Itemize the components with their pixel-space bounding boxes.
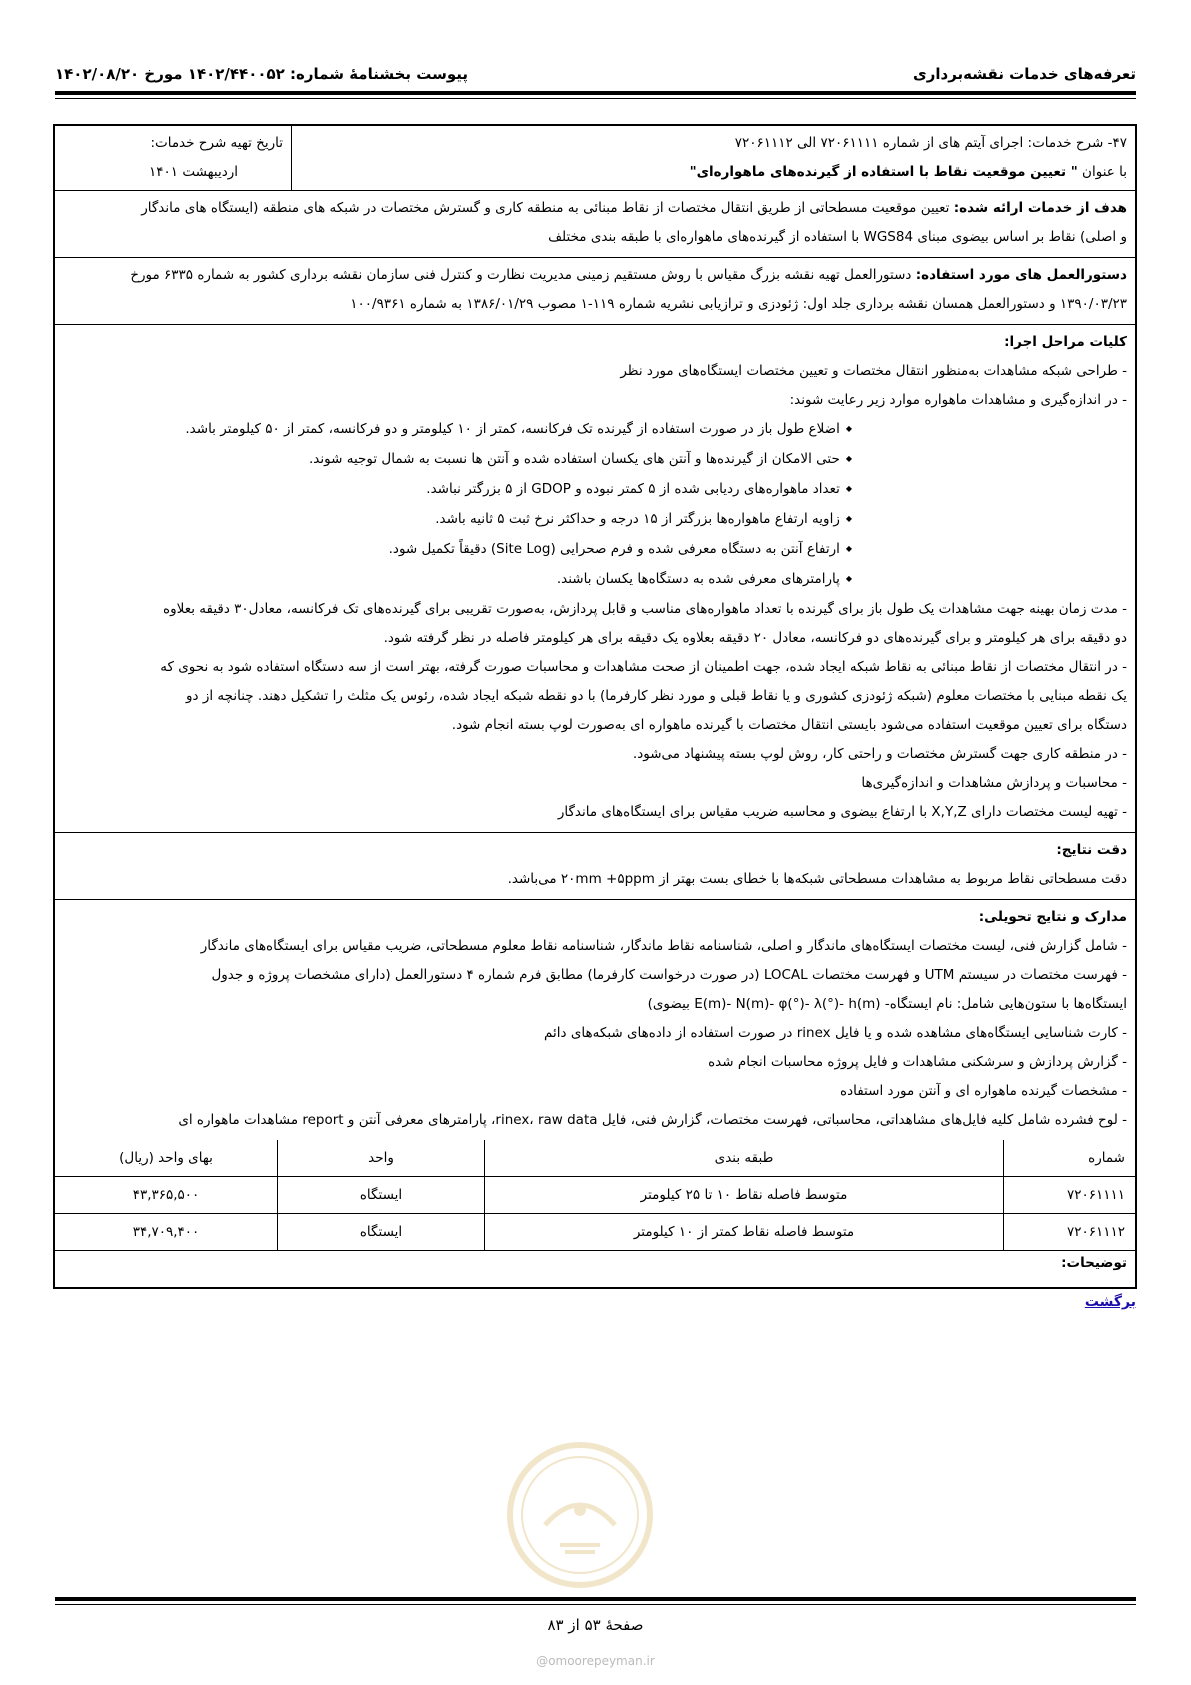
steps-bullet: ◆ ارتفاع آنتن به دستگاه معرفی شده و فرم صحرایی (Site Log) دقیقاً تکمیل شود. <box>63 535 1127 565</box>
row-unit: ایستگاه <box>278 1177 485 1214</box>
guidelines-text-2: ۱۳۹۰/۰۳/۲۳ و دستورالعمل همسان نقشه برداری جلد اول: ژئودزی و ترازیابی نشریه شماره ۱۱۹-۱ مصوب ۱۳۸۶/۰۱/۲۹ به شماره ۱۰۰/۹۳۶۱ <box>350 296 1127 312</box>
service-date-cell <box>55 126 291 190</box>
steps-line: - در اندازه‌گیری و مشاهدات ماهواره موارد زیر رعایت شوند: <box>789 392 1127 408</box>
service-items-line: ۴۷- شرح خدمات: اجرای آیتم های از شماره ۷۲۰۶۱۱۱۱ الی ۷۲۰۶۱۱۱۲ <box>734 135 1127 151</box>
steps-bullet: ◆ تعداد ماهواره‌های ردیابی شده از ۵ کمتر نبوده و GDOP از ۵ بزرگتر نباشد. <box>63 475 1127 505</box>
column-header-code: شماره <box>1004 1140 1136 1177</box>
table-row <box>55 1214 1135 1251</box>
service-header-row <box>55 126 1135 191</box>
steps-line: دستگاه برای تعیین موقعیت استفاده می‌شود بایستی انتقال مختصات با گیرنده ماهواره ای به‌صورت لوپ بسته انجام شود. <box>451 717 1127 733</box>
notes-label: توضیحات: <box>1061 1255 1127 1271</box>
steps-line: - مدت زمان بهینه جهت مشاهدات یک طول باز برای گیرنده با تعداد ماهواره‌های مناسب و قابل پردازش، به‌صورت تقریبی برای گیرنده‌های تک فرکانسه، معادل۳۰ دقیقه بعلاوه <box>163 601 1127 617</box>
page-header <box>55 60 1136 88</box>
row-class: متوسط فاصله نقاط ۱۰ تا ۲۵ کیلومتر <box>485 1177 1004 1214</box>
row-unit: ایستگاه <box>278 1214 485 1251</box>
goal-label: هدف از خدمات ارائه شده: <box>953 200 1127 216</box>
steps-bullet: ◆ حتی الامکان از گیرنده‌ها و آنتن های یکسان استفاده شده و آنتن ها نسبت به شمال توجیه شوند. <box>63 445 1127 475</box>
guidelines-line-1 <box>63 261 1127 290</box>
accuracy-label: دقت نتایج: <box>1056 842 1127 858</box>
tariff-table <box>55 1140 1135 1251</box>
page-number: صفحهٔ ۵۳ از ۸۳ <box>547 1616 644 1634</box>
goal-section <box>55 191 1135 258</box>
steps-line: - در منطقه کاری جهت گسترش مختصات و راحتی کار، روش لوپ بسته پیشنهاد می‌شود. <box>632 746 1127 762</box>
row-price: ۳۴,۷۰۹,۴۰۰ <box>55 1214 278 1251</box>
steps-line: - طراحی شبکه مشاهدات به‌منظور انتقال مختصات و تعیین مختصات ایستگاه‌های مورد نظر <box>620 363 1127 379</box>
service-date-label: تاریخ تهیه شرح خدمات: <box>150 135 283 151</box>
attachment-reference: پیوست بخشنامهٔ شماره: ۱۴۰۲/۴۴۰۰۵۲ مورخ ۱۴۰۲/۰۸/۲۰ <box>55 65 469 83</box>
steps-bullet: ◆ زاویه ارتفاع ماهواره‌ها بزرگتر از ۱۵ درجه و حداکثر نرخ ثبت ۵ ثانیه باشد. <box>63 505 1127 535</box>
column-header-class: طبقه بندی <box>485 1140 1004 1177</box>
service-sheet <box>53 124 1137 1289</box>
steps-line: - در انتقال مختصات از نقاط مبنائی به نقاط شبکه ایجاد شده، جهت اطمینان از صحت مشاهدات و محاسبات صورت گرفته، بهتر است از سه دستگاه استفاده شود به نحوی که <box>160 659 1127 675</box>
deliverables-line: ایستگاه‌ها با ستون‌هایی شامل: نام ایستگاه- E(m)- N(m)- φ(°)- λ(°)- h(m) بیضوی) <box>647 996 1127 1012</box>
accuracy-text: دقت مسطحاتی نقاط مربوط به مشاهدات مسطحاتی شبکه‌ها با خطای بست بهتر از ۲۰mm +۵ppm می‌باشد. <box>507 871 1127 887</box>
deliverables-line: - لوح فشرده شامل کلیه فایل‌های مشاهداتی، محاسباتی، فهرست مختصات، گزارش فنی، فایل rinex، raw data، پارامترهای معرفی آنتن و report مشاهدات ماهواره ای <box>178 1112 1127 1128</box>
steps-label: کلیات مراحل اجرا: <box>1004 334 1127 350</box>
steps-bullet: ◆ اضلاع طول باز در صورت استفاده از گیرنده تک فرکانسه، کمتر از ۱۰ کیلومتر و دو فرکانسه، کمتر از ۵۰ کیلومتر باشد. <box>63 415 1127 445</box>
back-link[interactable]: برگشت <box>1084 1294 1136 1310</box>
row-code: ۷۲۰۶۱۱۱۱ <box>1004 1177 1136 1214</box>
goal-line-1 <box>63 194 1127 223</box>
deliverables-line: - گزارش پردازش و سرشکنی مشاهدات و فایل پروژه محاسبات انجام شده <box>708 1054 1127 1070</box>
steps-line: دو دقیقه برای هر کیلومتر و برای گیرنده‌های دو فرکانسه، معادل ۲۰ دقیقه بعلاوه یک دقیقه برای هر کیلومتر فاصله در نظر گرفته شود. <box>383 630 1127 646</box>
steps-line: - محاسبات و پردازش مشاهدات و اندازه‌گیری‌ها <box>861 775 1127 791</box>
service-title-prefix: با عنوان <box>1077 164 1127 180</box>
table-header-row <box>55 1140 1135 1177</box>
goal-text-1: تعیین موقعیت مسطحاتی از طریق انتقال مختصات از نقاط مبنائی به منطقه کاری و گسترش مختصات در شبکه های منطقه (ایستگاه های ماندگار <box>141 200 954 216</box>
service-title-line <box>300 158 1127 187</box>
guidelines-label: دستورالعمل های مورد استفاده: <box>915 267 1127 283</box>
row-class: متوسط فاصله نقاط کمتر از ۱۰ کیلومتر <box>485 1214 1004 1251</box>
steps-bullet: ◆ پارامترهای معرفی شده به دستگاه‌ها یکسان باشند. <box>63 565 1127 595</box>
footer-rule <box>55 1597 1136 1601</box>
document-title: تعرفه‌های خدمات نقشه‌برداری <box>912 65 1136 83</box>
guidelines-section <box>55 258 1135 325</box>
table-row <box>55 1177 1135 1214</box>
deliverables-line: - شامل گزارش فنی، لیست مختصات ایستگاه‌های ماندگار و اصلی، شناسنامه نقاط ماندگار، شناسنامه نقاط معلوم مسطحاتی، ضریب مقیاس برای ایستگاه‌های ماندگار <box>200 938 1127 954</box>
row-price: ۴۳,۳۶۵,۵۰۰ <box>55 1177 278 1214</box>
footer-rule-thin <box>55 1604 1136 1605</box>
watermark-logo <box>505 1440 655 1590</box>
column-header-unit: واحد <box>278 1140 485 1177</box>
site-handle: @omoorepeyman.ir <box>536 1654 655 1668</box>
service-description <box>291 126 1135 190</box>
deliverables-line: - مشخصات گیرنده ماهواره ای و آنتن مورد استفاده <box>840 1083 1127 1099</box>
service-date-value: اردیبهشت ۱۴۰۱ <box>149 164 238 180</box>
service-title: " تعیین موقعیت نقاط با استفاده از گیرنده‌های ماهواره‌ای" <box>689 164 1078 180</box>
deliverables-label: مدارک و نتایج تحویلی: <box>978 909 1127 925</box>
deliverables-section <box>55 900 1135 1140</box>
goal-text-2: و اصلی) نقاط بر اساس بیضوی مبنای WGS84 با استفاده از گیرنده‌های ماهواره‌ای با طبقه بندی مختلف <box>548 229 1127 245</box>
header-rule <box>55 91 1136 95</box>
column-header-price: بهای واحد (ریال) <box>55 1140 278 1177</box>
deliverables-line: - کارت شناسایی ایستگاه‌های مشاهده شده و یا فایل rinex در صورت استفاده از داده‌های شبکه‌های دائم <box>544 1025 1127 1041</box>
guidelines-text-1: دستورالعمل تهیه نقشه بزرگ مقیاس با روش مستقیم زمینی مدیریت نظارت و کنترل فنی سازمان نقشه برداری کشور به شماره ۶۳۳۵ مورخ <box>130 267 916 283</box>
steps-section <box>55 325 1135 833</box>
header-rule-thin <box>55 98 1136 99</box>
notes-section <box>55 1251 1135 1335</box>
deliverables-line: - فهرست مختصات در سیستم UTM و فهرست مختصات LOCAL (در صورت درخواست کارفرما) مطابق فرم شماره ۴ دستورالعمل (دارای مشخصات پروژه و جدول <box>211 967 1127 983</box>
steps-line: یک نقطه مبنایی با مختصات معلوم (شبکه ژئودزی کشوری و یا نقاط قبلی و مورد نظر کارفرما) با دو نقطه شبکه ایجاد شده، رئوس یک مثلث را تشکیل دهند. چنانچه از دو <box>186 688 1127 704</box>
steps-line: - تهیه لیست مختصات دارای X,Y,Z با ارتفاع بیضوی و محاسبه ضریب مقیاس برای ایستگاه‌های ماندگار <box>557 804 1127 820</box>
row-code: ۷۲۰۶۱۱۱۲ <box>1004 1214 1136 1251</box>
accuracy-section <box>55 833 1135 900</box>
